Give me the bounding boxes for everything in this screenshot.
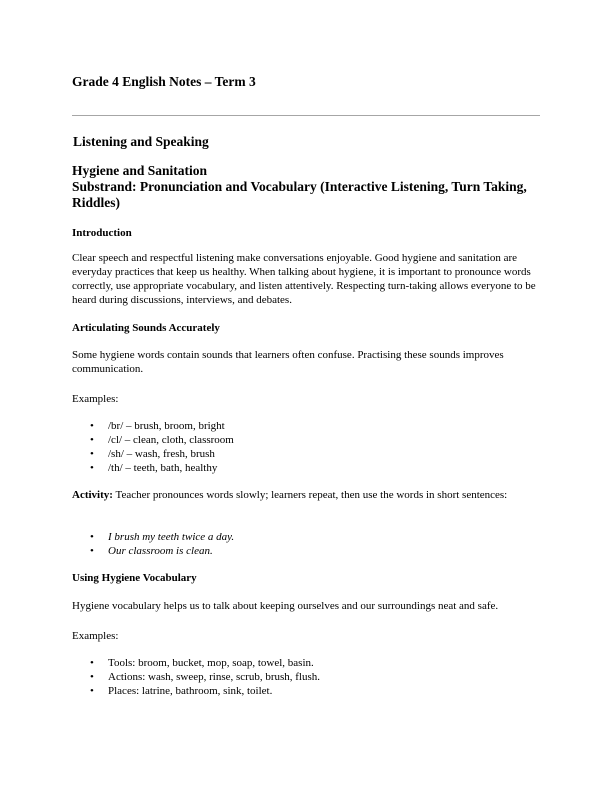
bullet-icon: • [90, 448, 94, 460]
sound-examples-list [72, 419, 234, 475]
bullet-icon: • [90, 685, 94, 697]
section-heading: Listening and Speaking [73, 134, 209, 149]
list-item: • /cl/ – clean, cloth, classroom [90, 434, 234, 446]
list-item: • Places: latrine, bathroom, sink, toilet. [90, 685, 273, 697]
list-item: • /th/ – teeth, bath, healthy [90, 462, 218, 474]
horizontal-rule [72, 115, 540, 116]
bullet-icon: • [90, 434, 94, 446]
vocabulary-examples-label: Examples: [72, 630, 119, 642]
list-item: • Tools: broom, bucket, mop, soap, towel, basin. [90, 657, 314, 669]
bullet-icon: • [90, 657, 94, 669]
bullet-icon: • [90, 462, 94, 474]
introduction-paragraph: Clear speech and respectful listening make conversations enjoyable. Good hygiene and sanitation are everyday practices that keep us healthy. When talking about hygiene, it is important to pronounce words correctly, use appropriate vocabulary, and listen attentively. Respecting turn-taking allows everyone to be heard during discussions, interviews, and debates. [72, 252, 536, 306]
activity-label: Activity: [72, 489, 113, 501]
list-item: • Actions: wash, sweep, rinse, scrub, brush, flush. [90, 671, 321, 683]
bullet-icon: • [90, 420, 94, 432]
sentence-examples-list [72, 530, 234, 558]
list-item: • I brush my teeth twice a day. [90, 531, 235, 543]
topic-block [72, 163, 532, 211]
topic-title: Hygiene and Sanitation [72, 163, 208, 178]
articulating-paragraph: Some hygiene words contain sounds that learners often confuse. Practising these sounds improves communication. [72, 349, 504, 375]
vocabulary-examples-list [72, 656, 320, 698]
introduction-heading: Introduction [72, 227, 132, 239]
list-item: • /br/ – brush, broom, bright [90, 420, 225, 432]
vocabulary-heading: Using Hygiene Vocabulary [72, 572, 197, 584]
articulating-heading: Articulating Sounds Accurately [72, 322, 220, 334]
list-item: • Our classroom is clean. [90, 545, 213, 557]
substrand-title: Substrand: Pronunciation and Vocabulary (Interactive Listening, Turn Taking, Riddles) [72, 179, 527, 210]
vocabulary-paragraph: Hygiene vocabulary helps us to talk about keeping ourselves and our surroundings neat and safe. [72, 600, 499, 612]
activity-paragraph [72, 488, 542, 502]
bullet-icon: • [90, 531, 94, 543]
articulating-examples-label: Examples: [72, 393, 119, 405]
list-item: • /sh/ – wash, fresh, brush [90, 448, 215, 460]
bullet-icon: • [90, 545, 94, 557]
document-title: Grade 4 English Notes – Term 3 [72, 74, 256, 89]
bullet-icon: • [90, 671, 94, 683]
activity-text: Teacher pronounces words slowly; learners repeat, then use the words in short sentences: [112, 489, 508, 501]
